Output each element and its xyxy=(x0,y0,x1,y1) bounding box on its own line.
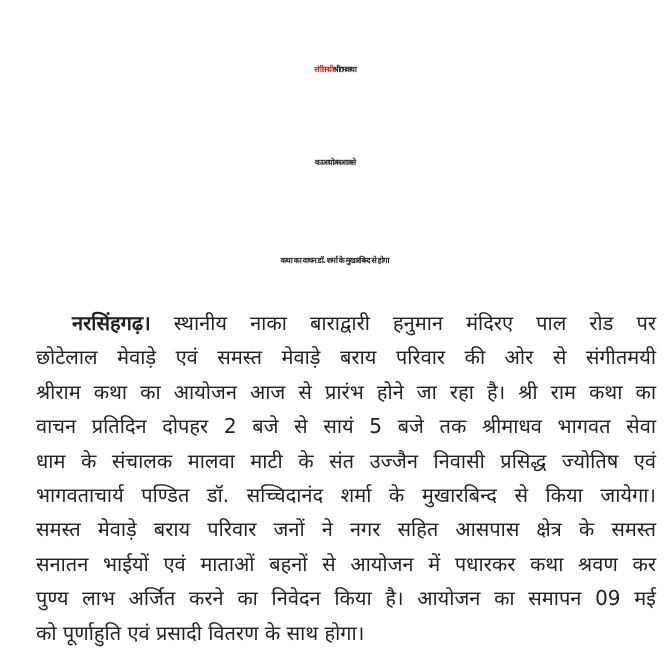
headline-accent-word: संगीतमयी xyxy=(314,65,333,74)
body-line xyxy=(36,306,656,340)
body-line: धाम के संचालक मालवा माटी के संत उज्जैन निवासी प्रसिद्ध ज्योतिष एवं xyxy=(36,448,656,473)
body-line: छोटेलाल मेवाड़े एवं समस्त मेवाड़े बराय परिवार की ओर से संगीतमयी xyxy=(36,345,656,370)
body-line: पुण्य लाभ अर्जित करने का निवेदन किया है। आयोजन का समापन 09 मई xyxy=(36,586,656,611)
subheadline: कथा का वाचन डॉ. शर्मा के मुखारबिन्द से होगा xyxy=(280,256,389,265)
body-line: को पूर्णाहुति एवं प्रसादी वितरण के साथ होगा। xyxy=(36,620,365,645)
body-line: सनातन भाईयों एवं माताओं बहनों से आयोजन में पधारकर कथा श्रवण कर xyxy=(36,551,656,576)
headline-line-2: का आयोजन आज से xyxy=(314,158,355,167)
article-body xyxy=(36,306,656,650)
body-line: श्रीराम कथा का आयोजन आज से प्रारंभ होने जा रहा है। श्री राम कथा का xyxy=(36,379,656,404)
body-line: भागवताचार्य पण्डित डॉ. सच्चिदानंद शर्मा के मुखारबिन्द से किया जायेगा। xyxy=(36,483,656,508)
body-line-text: स्थानीय नाका बाराद्वारी हनुमान मंदिरए पाल रोड पर xyxy=(173,311,657,335)
dateline: नरसिंहगढ़। xyxy=(72,311,151,335)
body-line: वाचन प्रतिदिन दोपहर 2 बजे से सायं 5 बजे तक श्रीमाधव भागवत सेवा xyxy=(36,414,656,439)
body-line: समस्त मेवाड़े बराय परिवार जनों ने नगर सहित आसपास क्षेत्र के समस्त xyxy=(36,517,656,542)
headline-line-1-text: श्रीराम कथा xyxy=(332,65,355,74)
headline-line-1 xyxy=(0,30,669,110)
